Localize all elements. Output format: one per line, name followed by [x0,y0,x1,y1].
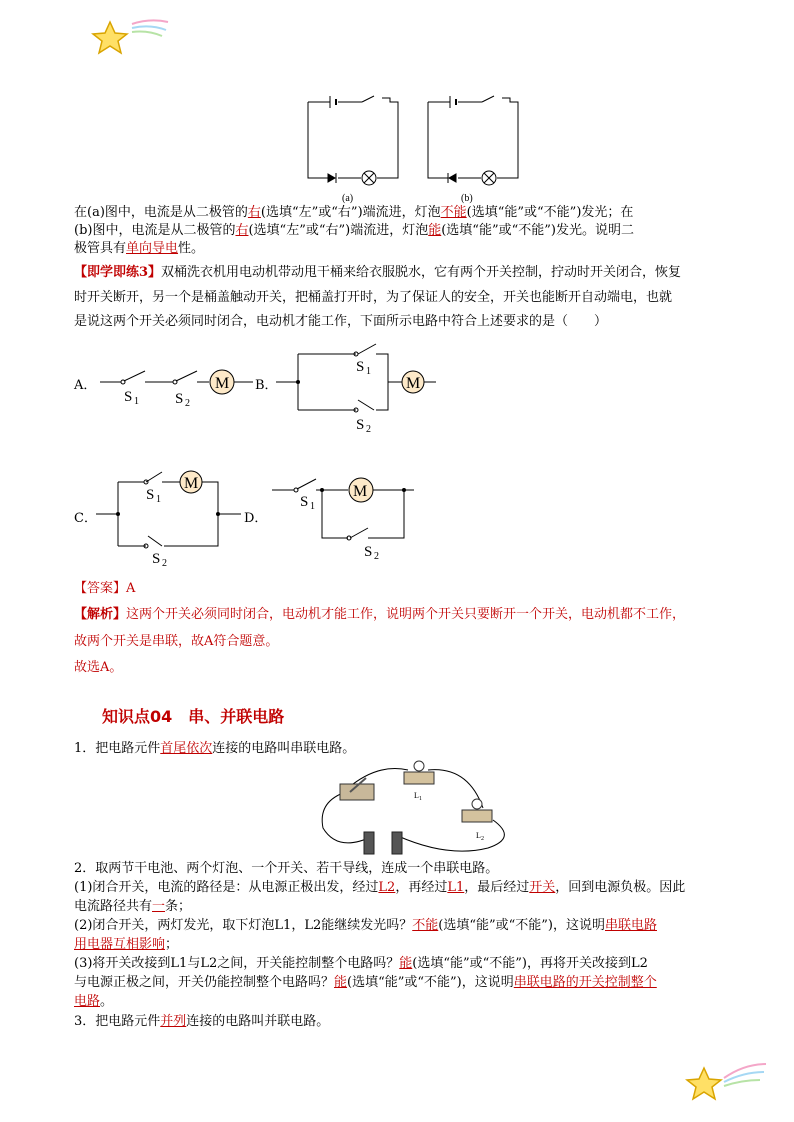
item2-line-2: 电流路径共有一条； [74,899,192,914]
svg-text:1: 1 [134,396,139,407]
star-decoration-icon [92,14,172,56]
item2-line-3: (2)闭合开关，两灯发光，取下灯泡L1，L2能继续发光吗？不能(选填“能”或“不能”)，这说明串联电路 [74,918,657,933]
svg-text:2: 2 [185,398,190,409]
svg-text:1: 1 [310,501,315,512]
exercise-line-2: 时开关断开，另一个是桶盖触动开关，把桶盖打开时，为了保证人的安全，开关也能断开自动端电，也就 [74,290,673,305]
svg-text:2: 2 [374,551,379,562]
option-b-circuit [276,340,436,435]
svg-text:2: 2 [366,424,371,435]
option-a-label[interactable]: A． [74,378,97,393]
item2-line-4: 用电器互相影响； [74,937,179,952]
svg-text:L: L [414,791,419,800]
option-b-label[interactable]: B． [255,378,278,393]
exercise-tag: 【即学即练3】 [74,265,162,280]
label-a: (a) [342,193,354,204]
diode-line-3: 极管具有单向导电性。 [74,241,205,256]
svg-text:S: S [175,391,184,407]
exercise-line-1: 【即学即练3】双桶洗衣机用电动机带动甩干桶来给衣服脱水，它有两个开关控制，拧动时开关闭合，恢复 [74,265,682,280]
series-circuit-photo [318,758,518,858]
svg-text:2: 2 [481,836,484,842]
svg-text:1: 1 [156,494,161,505]
item2-line-6: 与电源正极之间，开关仍能控制整个电路吗？能(选填“能”或“不能”)，这说明串联电路的开关控制整个 [74,975,657,990]
star-decoration-bottom-icon [684,1058,768,1102]
analysis-line-2: 故两个开关是串联，故A符合题意。 [74,634,279,649]
item3-text: 3．把电路元件并列连接的电路叫并联电路。 [74,1014,330,1029]
svg-text:S: S [356,359,365,375]
svg-text:S: S [300,494,309,510]
item2-line-0: 2．取两节干电池、两个灯泡、一个开关、若干导线，连成一个串联电路。 [74,861,499,876]
svg-text:2: 2 [162,558,167,569]
svg-text:L: L [476,831,481,840]
option-d-label[interactable]: D． [244,511,268,526]
analysis-line-3: 故选A。 [74,660,123,675]
option-c-label[interactable]: C． [74,511,97,526]
svg-text:1: 1 [419,796,422,802]
item2-line-7: 电路。 [74,994,114,1009]
label-b: (b) [461,193,473,204]
item2-line-5: (3)将开关改接到L1与L2之间，开关能控制整个电路吗？能(选填“能”或“不能”)，再将开关改接到L2 [74,956,648,971]
svg-text:S: S [356,417,365,433]
diode-line-1: 在(a)图中，电流是从二极管的右(选填“左”或“右”)端流进，灯泡不能(选填“能”或“不能”)发光；在 [74,205,634,220]
item1-text: 1．把电路元件首尾依次连接的电路叫串联电路。 [74,741,356,756]
svg-text:S: S [152,551,161,567]
option-c-circuit [96,468,246,569]
item2-line-1: (1)闭合开关，电流的路径是：从电源正极出发，经过L2，再经过L1，最后经过开关，回到电源负极。因此 [74,880,686,895]
svg-text:M: M [184,475,199,492]
diode-circuit-figure [300,90,520,205]
motor-label: M [215,375,230,392]
svg-text:S: S [146,487,155,503]
svg-text:M: M [353,483,368,500]
exercise-line-3: 是说这两个开关必须同时闭合，电动机才能工作，下面所示电路中符合上述要求的是（ ） [74,314,608,329]
section-title: 知识点04 串、并联电路 [102,707,285,726]
svg-text:S: S [124,389,133,405]
answer-label: 【答案】A [74,581,136,596]
svg-text:1: 1 [366,366,371,377]
diode-line-2: (b)图中，电流是从二极管的右(选填“左”或“右”)端流进，灯泡能(选填“能”或“不能”)发光。说明二 [74,223,634,238]
analysis-line-1: 【解析】这两个开关必须同时闭合，电动机才能工作，说明两个开关只要断开一个开关，电动机都不工作， [74,607,686,622]
svg-text:M: M [406,375,421,392]
option-a-circuit [95,360,255,410]
option-d-circuit [272,468,417,568]
svg-text:S: S [364,544,373,560]
